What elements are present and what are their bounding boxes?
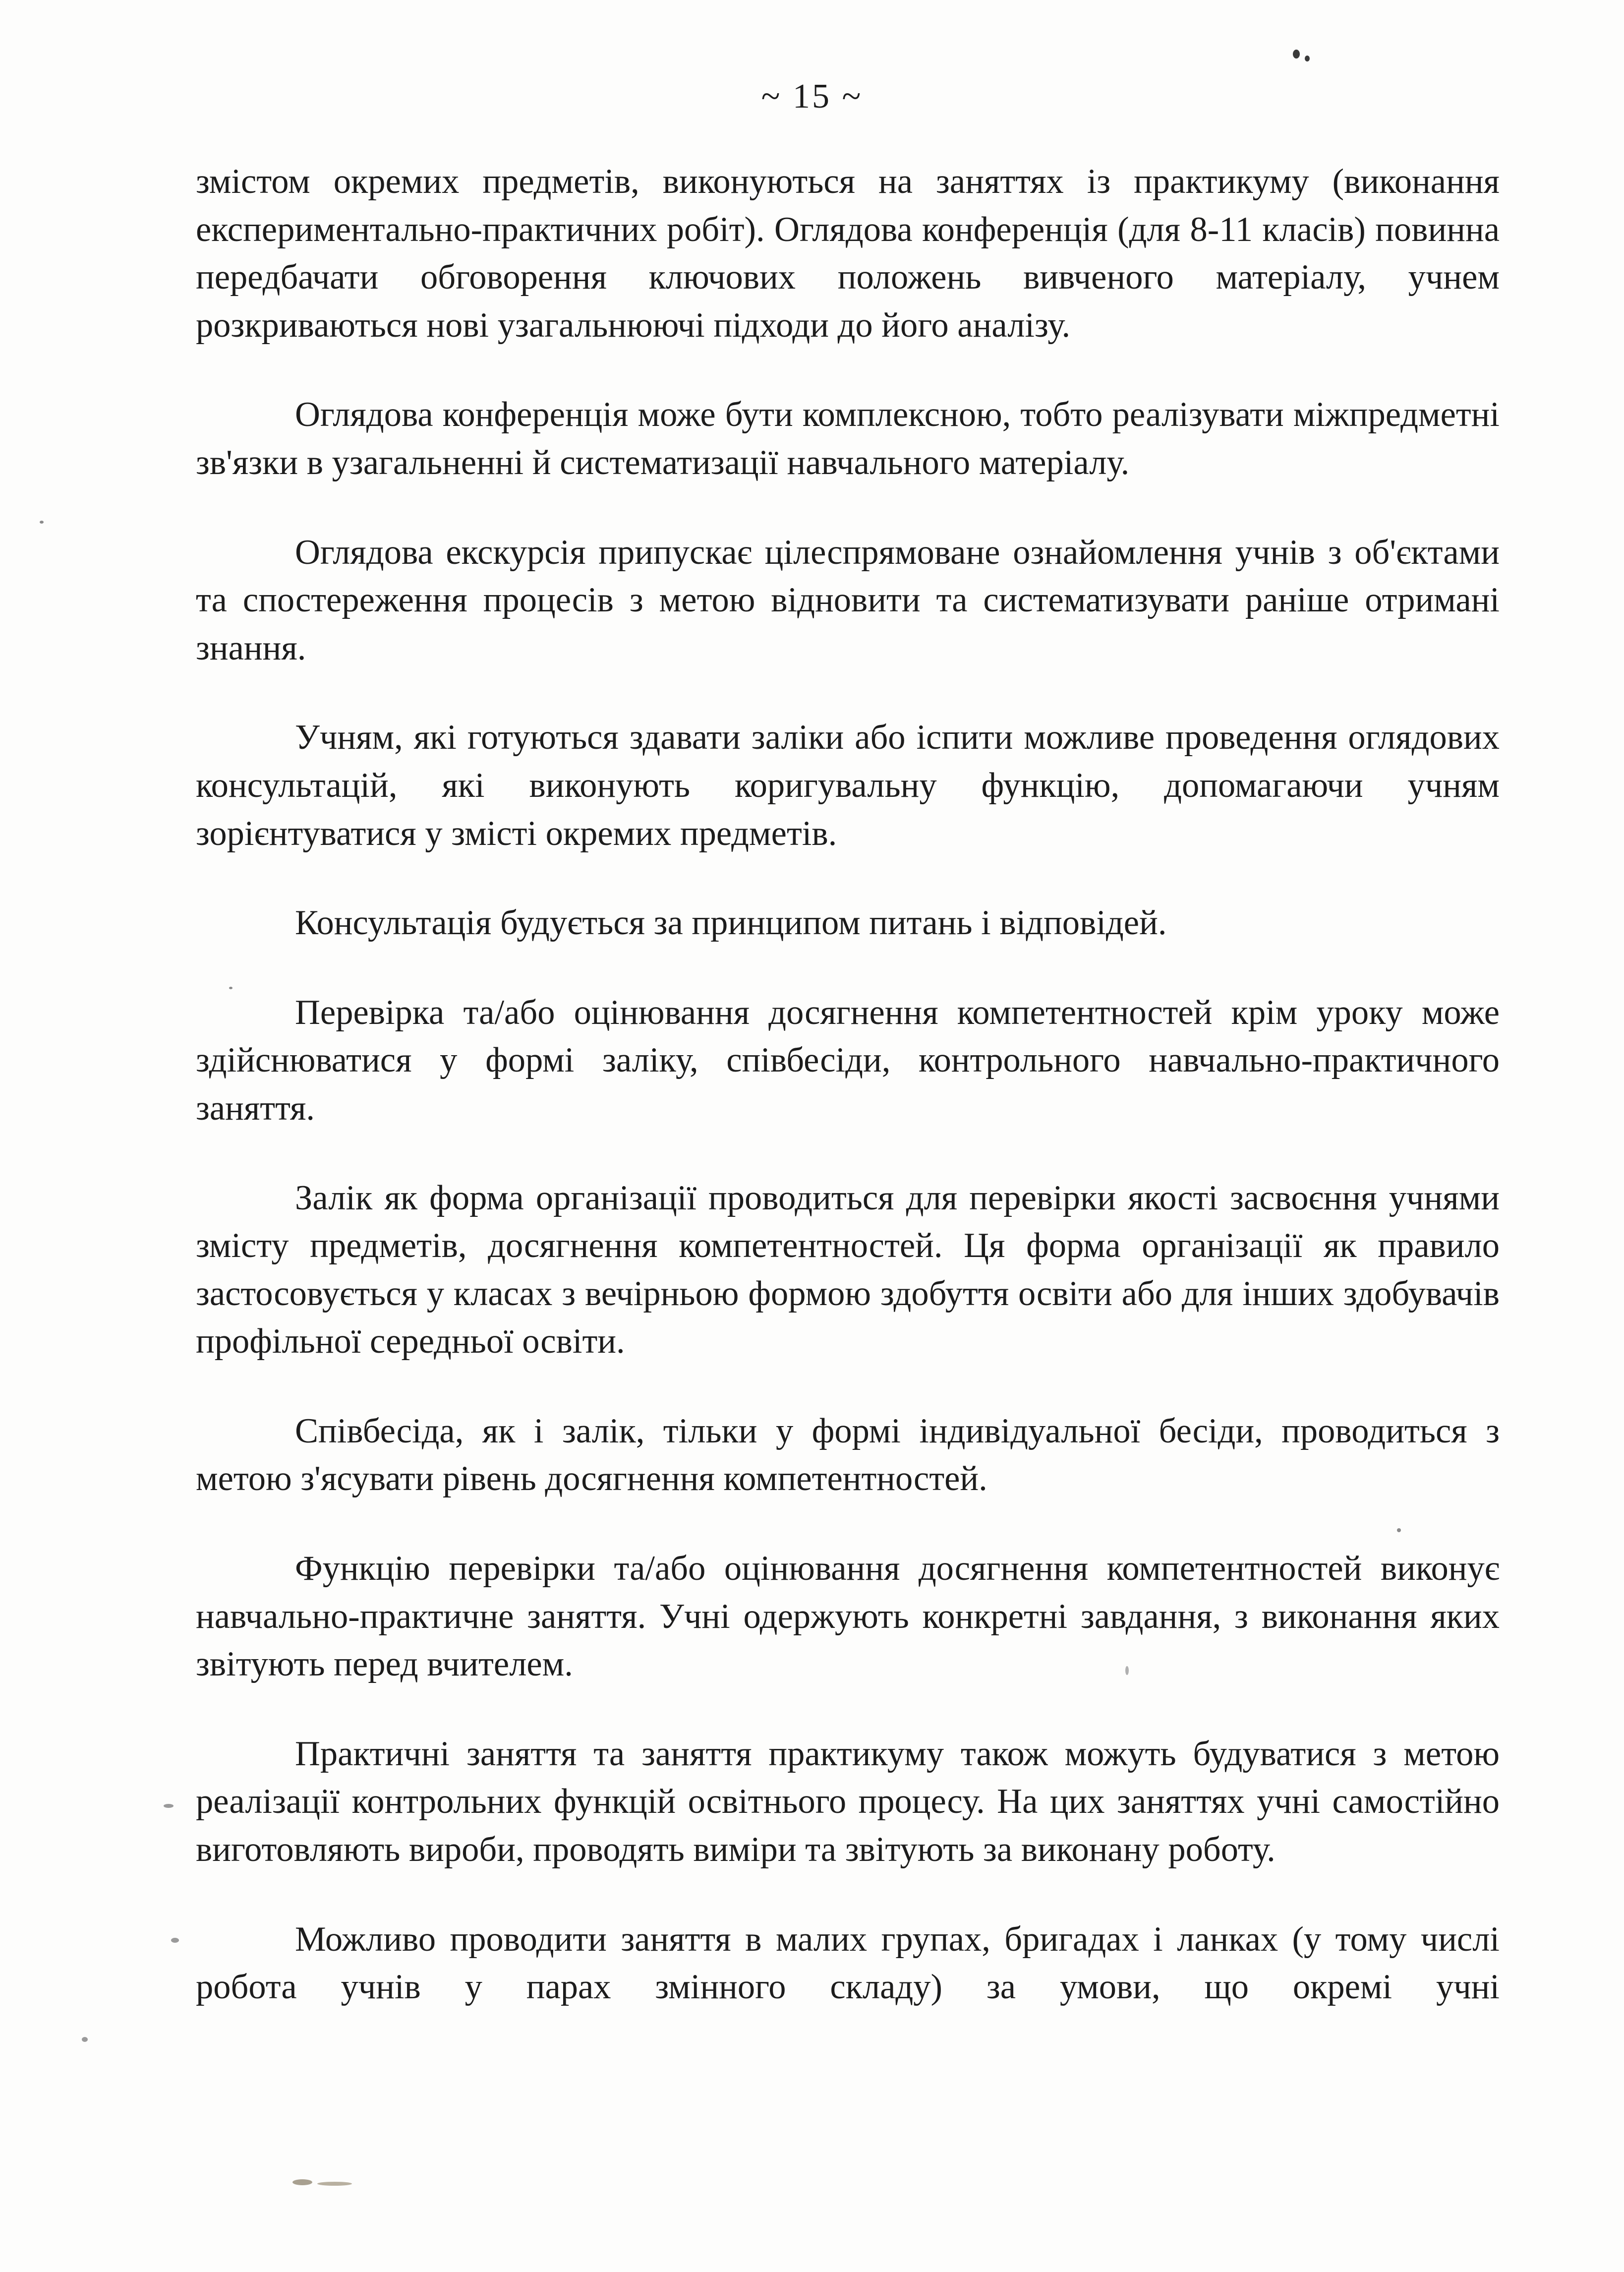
scan-speck [292,2179,312,2185]
page-number: ~ 15 ~ [761,77,863,116]
paragraph-8: Співбесіда, як і залік, тільки у формі індивідуальної бесіди, проводиться з метою з'ясувати рівень досягнення компетентностей. [196,1411,1500,1498]
scan-speck [1293,50,1300,59]
document-body [196,158,1500,2053]
paragraph-1: змістом окремих предметів, виконуються на заняттях із практикуму (виконання експериментально-практичних робіт). Оглядова конференція (для 8-11 класів) повинна передбачати обговорення ключових положень вивченого матеріалу, учнем розкриваються нові узагальнюючі підходи до його аналізу. [196,162,1500,345]
scan-speck [40,521,44,524]
scan-speck [229,987,232,989]
paragraph-9: Функцію перевірки та/або оцінювання досягнення компетентностей виконує навчально-практичне заняття. Учні одержують конкретні завдання, з виконання яких звітують перед вчителем. [196,1549,1500,1684]
paragraph-4: Учням, які готуються здавати заліки або іспити можливе проведення оглядових консультацій, які виконують коригувальну функцію, допомагаючи учням зорієнтуватися у змісті окремих предметів. [196,718,1500,853]
scan-speck [1397,1528,1401,1532]
scan-speck [317,2182,352,2186]
scan-speck [82,2037,88,2042]
paragraph-3: Оглядова екскурсія припускає цілеспрямоване ознайомлення учнів з об'єктами та спостереження процесів з метою відновити та систематизувати раніше отримані знання. [196,533,1500,667]
scan-speck [1305,56,1310,61]
scan-speck [164,1804,174,1808]
paragraph-11: Можливо проводити заняття в малих групах, бригадах і ланках (у тому числі робота учнів у парах змінного складу) за умови, що окремі учні [196,1919,1500,2007]
paragraph-2: Оглядова конференція може бути комплексною, тобто реалізувати міжпредметні зв'язки в узагальненні й систематизації навчального матеріалу. [196,395,1500,482]
scan-speck [1125,1666,1129,1675]
paragraph-6: Перевірка та/або оцінювання досягнення компетентностей крім уроку може здійснюватися у формі заліку, співбесіди, контрольного навчально-практичного заняття. [196,993,1500,1128]
scan-speck [171,1938,179,1943]
paragraph-7: Залік як форма організації проводиться для перевірки якості засвоєння учнями змісту предметів, досягнення компетентностей. Ця форма організації як правило застосовується у класах з вечірньою формою здобуття освіти або для інших здобувачів профільної середньої освіти. [196,1178,1500,1361]
paragraph-5: Консультація будується за принципом питань і відповідей. [295,903,1167,943]
paragraph-10: Практичні заняття та заняття практикуму також можуть будуватися з метою реалізації контрольних функцій освітнього процесу. На цих заняттях учні самостійно виготовляють вироби, проводять виміри та звітують за виконану роботу. [196,1734,1500,1869]
